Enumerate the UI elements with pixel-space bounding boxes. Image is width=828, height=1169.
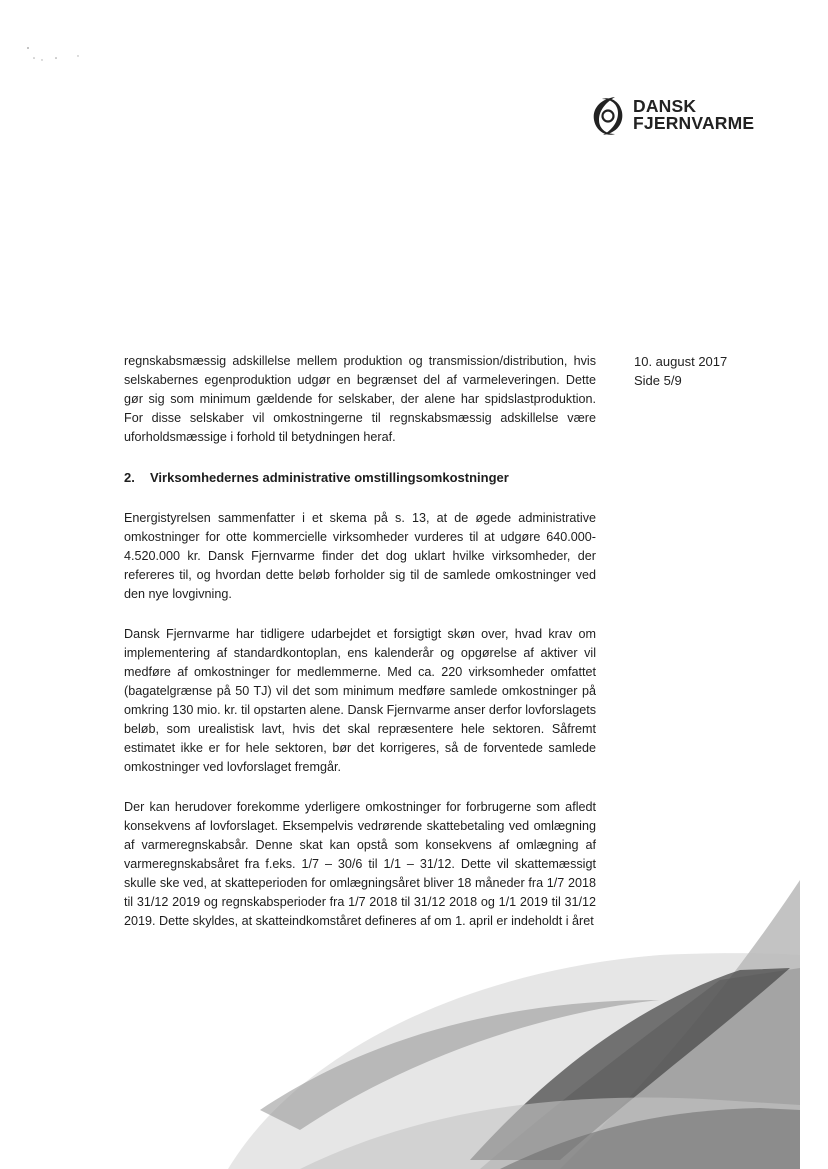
logo-swirl-icon [590,93,626,139]
paragraph-1: regnskabsmæssig adskillelse mellem produktion og transmission/distribution, hvis selskabernes egenproduktion udgør en begrænset del af varmeleveringen. Dette gør sig som minimum gældende for selskaber, der alene har spidslastproduktion. For disse selskaber vil omkostningerne til regnskabsmæssig adskillelse være uforholdsmæssige i forhold til betydningen heraf. [124,354,596,444]
paragraph-3: Dansk Fjernvarme har tidligere udarbejdet et forsigtigt skøn over, hvad krav om implementering af standardkontoplan, ens kalenderår og opgørelse af aktiver vil medføre af omkostninger for medlemmerne. Med ca. 220 virksomheder omfattet (bagatelgrænse på 50 TJ) vil det som minimum medføre samlede omkostninger på omkring 130 mio. kr. til opstarten alene. Dansk Fjernvarme anser derfor lovforslagets beløb, som urealistisk lavt, hvis det skal repræsentere hele sektoren. Såfremt estimatet ikke er for hele sektoren, bør det korrigeres, så de forventede samlede omkostninger ved lovforslaget fremgår. [124,627,596,774]
paragraph-4: Der kan herudover forekomme yderligere omkostninger for forbrugerne som afledt konsekvens af lovforslaget. Eksempelvis vedrørende skattebetaling ved omlægning af varmeregnskabsår. Denne skat kan opstå som konsekvens af omlægning af varmeregnskabsåret fra f.eks. 1/7 – 30/6 til 1/1 – 31/12. Dette vil skattemæssigt skulle ske ved, at skatteperioden for omlægningsåret bliver 18 måneder fra 1/7 2018 til 31/12 2019 og regnskabsperioder fra 1/7 2018 til 31/12 2018 og 1/1 2019 til 31/12 2019. Dette skyldes, at skatteindkomståret defineres af om 1. april er indeholdt i året [124,800,596,928]
decorative-wave-graphic [0,860,828,1169]
logo-line-2: FJERNVARME [633,113,755,133]
logo-line-1: DANSK [633,96,697,116]
section-number: 2. [124,470,135,485]
page-number: Side 5/9 [634,373,682,388]
paragraph-2: Energistyrelsen sammenfatter i et skema på s. 13, at de øgede administrative omkostninger for otte kommercielle virksomheder vurderes til at udgøre 640.000-4.520.000 kr. Dansk Fjernvarme finder det dog uklart hvilke virksomheder, der refereres til, og hvordan dette beløb forholder sig til de samlede omkostninger ved den nye lovgivning. [124,511,596,601]
section-title: Virksomhedernes administrative omstillingsomkostninger [150,470,509,485]
document-meta [634,352,727,390]
section-heading [124,468,596,487]
scan-artifact-marks [20,42,100,72]
document-date: 10. august 2017 [634,354,728,369]
logo-text [633,98,754,132]
dansk-fjernvarme-logo [590,93,760,139]
